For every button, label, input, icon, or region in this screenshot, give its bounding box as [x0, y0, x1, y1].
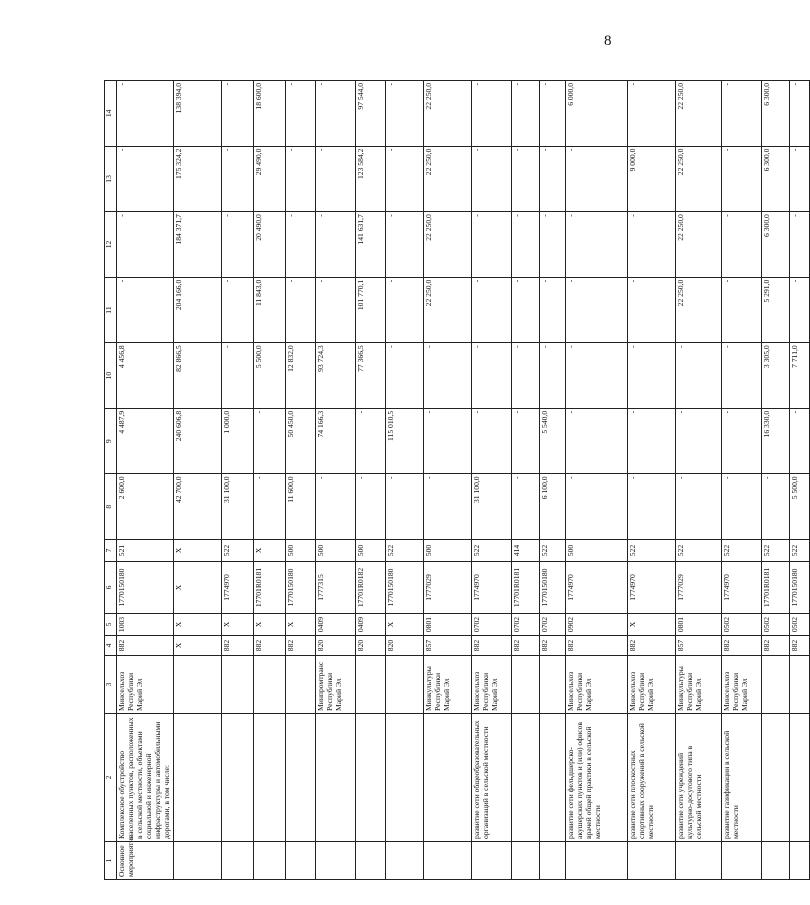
table-cell-c5: 0502 [789, 614, 809, 636]
table-cell-c10: - [385, 343, 423, 409]
table-cell-c6: X [173, 562, 221, 614]
table-cell-c14: 18 600,0 [253, 81, 285, 147]
table-cell-c10: 82 866,5 [173, 343, 221, 409]
table-cell-c11: - [385, 277, 423, 343]
table-cell-c4: 857 [675, 636, 721, 656]
table-cell-c12: - [315, 212, 355, 278]
table-row [511, 81, 539, 880]
table-cell-c6: 17701R0181 [253, 562, 285, 614]
table-cell-c12: - [789, 212, 809, 278]
table-cell-c10: - [675, 343, 721, 409]
table-cell-c13: 22 250,0 [675, 146, 721, 212]
table-cell-c6: 1770150180 [117, 562, 174, 614]
table-cell-c4: 882 [761, 636, 789, 656]
table-cell-c14: 6 300,0 [761, 81, 789, 147]
table-cell-c2 [385, 714, 423, 842]
table-cell-c11: - [221, 277, 253, 343]
table-cell-c11: - [471, 277, 511, 343]
table-cell-c7: X [253, 540, 285, 562]
table-cell-c14: - [315, 81, 355, 147]
table-cell-c6: 1777029 [675, 562, 721, 614]
table-cell-c4: 882 [253, 636, 285, 656]
table-cell-c13: - [565, 146, 627, 212]
table-cell-c2 [173, 714, 221, 842]
table-cell-c1 [253, 842, 285, 880]
table-cell-c1 [511, 842, 539, 880]
table-cell-c2 [355, 714, 385, 842]
table-cell-c6: 1774970 [721, 562, 761, 614]
table-cell-c5: X [285, 614, 315, 636]
table-cell-c7: 500 [565, 540, 627, 562]
table-cell-c10: 77 366,5 [355, 343, 385, 409]
table-cell-c4: 882 [721, 636, 761, 656]
table-cell-c1 [385, 842, 423, 880]
table-cell-c6: 1777029 [423, 562, 471, 614]
table-cell-c3 [511, 656, 539, 714]
header-cell: 9 [105, 408, 117, 474]
table-cell-c5: 0801 [675, 614, 721, 636]
table-cell-c9: - [253, 408, 285, 474]
table-cell-c2: развитие сети фельдшерско-акушерских пунктов и (или) офисов врачей общей практики в сельской местности [565, 714, 627, 842]
table-header-row [105, 81, 117, 880]
table-cell-c13: 175 324,2 [173, 146, 221, 212]
table-cell-c10: 93 724,3 [315, 343, 355, 409]
table-cell-c3 [789, 656, 809, 714]
table-cell-c3: Минсельхоз Республики Марий Эл [627, 656, 675, 714]
table-cell-c10: - [721, 343, 761, 409]
table-cell-c9: - [565, 408, 627, 474]
table-cell-c4: 882 [565, 636, 627, 656]
table-cell-c7: 522 [721, 540, 761, 562]
table-cell-c14: 97 544,0 [355, 81, 385, 147]
table-cell-c12: - [511, 212, 539, 278]
table-cell-c12: - [565, 212, 627, 278]
table-cell-c7: 500 [423, 540, 471, 562]
table-cell-c3: Минсельхоз Республики Марий Эл [117, 656, 174, 714]
table-cell-c4: 820 [355, 636, 385, 656]
table-cell-c7: 522 [675, 540, 721, 562]
table-cell-c13: 22 250,0 [423, 146, 471, 212]
table-cell-c8: 11 600,0 [285, 474, 315, 540]
table-cell-c12: - [471, 212, 511, 278]
table-cell-c12: 22 250,0 [423, 212, 471, 278]
table-cell-c4: 882 [789, 636, 809, 656]
header-cell: 14 [105, 81, 117, 147]
table-row [221, 81, 253, 880]
table-cell-c6: 17701R0182 [355, 562, 385, 614]
table-cell-c11: 11 843,0 [253, 277, 285, 343]
table-cell-c1 [675, 842, 721, 880]
table-cell-c11: 204 166,0 [173, 277, 221, 343]
table-cell-c12: - [221, 212, 253, 278]
table-cell-c11: - [285, 277, 315, 343]
table-cell-c7: 522 [539, 540, 565, 562]
table-cell-c3 [285, 656, 315, 714]
table-cell-c3: Минсельхоз Республики Марий Эл [471, 656, 511, 714]
table-cell-c12: - [627, 212, 675, 278]
header-cell: 7 [105, 540, 117, 562]
table-cell-c12: 184 371,7 [173, 212, 221, 278]
table-cell-c10: - [423, 343, 471, 409]
table-cell-c14: - [385, 81, 423, 147]
table-cell-c14: - [117, 81, 174, 147]
table-row [761, 81, 789, 880]
table-cell-c13: 29 490,0 [253, 146, 285, 212]
table-cell-c14: 138 394,0 [173, 81, 221, 147]
table-cell-c13: - [539, 146, 565, 212]
table-cell-c11: 22 250,0 [423, 277, 471, 343]
table-cell-c6: 17701R0181 [511, 562, 539, 614]
table-row [385, 81, 423, 880]
table-cell-c8: - [627, 474, 675, 540]
table-cell-c3: Минкультуры Республики Марий Эл [675, 656, 721, 714]
table-cell-c14: - [539, 81, 565, 147]
table-cell-c3 [173, 656, 221, 714]
table-cell-c3 [385, 656, 423, 714]
table-cell-c5: 1003 [117, 614, 174, 636]
table-cell-c9: 4 487,9 [117, 408, 174, 474]
header-cell: 6 [105, 562, 117, 614]
table-cell-c2: развитие сети общеобразовательных организаций в сельской местности [471, 714, 511, 842]
table-cell-c7: 414 [511, 540, 539, 562]
table-cell-c13: - [789, 146, 809, 212]
table-cell-c8: 31 100,0 [471, 474, 511, 540]
table-cell-c7: 522 [221, 540, 253, 562]
table-cell-c6: 1770150180 [789, 562, 809, 614]
table-cell-c3: Минсельхоз Республики Марий Эл [565, 656, 627, 714]
table-cell-c8: - [511, 474, 539, 540]
table-row [627, 81, 675, 880]
table-cell-c13: - [117, 146, 174, 212]
table-row [675, 81, 721, 880]
table-cell-c6: 1774970 [627, 562, 675, 614]
table-cell-c7: 500 [315, 540, 355, 562]
table-cell-c4: 882 [511, 636, 539, 656]
page-number: 8 [604, 33, 612, 49]
table-cell-c4: X [173, 636, 221, 656]
table-cell-c14: - [627, 81, 675, 147]
table-cell-c8: 6 100,0 [539, 474, 565, 540]
table-cell-c6: 17701R0181 [761, 562, 789, 614]
table-cell-c4: 882 [117, 636, 174, 656]
table-cell-c11: - [627, 277, 675, 343]
table-row [789, 81, 809, 880]
table-cell-c3 [761, 656, 789, 714]
table-cell-c3 [539, 656, 565, 714]
header-cell: 8 [105, 474, 117, 540]
table-cell-c5: 0502 [761, 614, 789, 636]
table-cell-c8: 31 100,0 [221, 474, 253, 540]
table-cell-c10: - [565, 343, 627, 409]
table-row [355, 81, 385, 880]
table-cell-c9: 115 010,5 [385, 408, 423, 474]
table-cell-c1 [761, 842, 789, 880]
table-cell-c1 [221, 842, 253, 880]
table-cell-c1: Основное мероприятие [117, 842, 174, 880]
table-cell-c5: 0702 [471, 614, 511, 636]
table-cell-c5: X [253, 614, 285, 636]
table-cell-c12: - [539, 212, 565, 278]
table-row [539, 81, 565, 880]
table-cell-c6: 1770150180 [285, 562, 315, 614]
table-cell-c10: - [221, 343, 253, 409]
table-cell-c3: Минкультуры Республики Марий Эл [423, 656, 471, 714]
table-cell-c11: - [789, 277, 809, 343]
table-cell-c4: 882 [627, 636, 675, 656]
table-cell-c9: - [627, 408, 675, 474]
table-cell-c5: 0902 [565, 614, 627, 636]
table-cell-c6: 1770150180 [385, 562, 423, 614]
table-cell-c4: 820 [385, 636, 423, 656]
table-cell-c8: - [761, 474, 789, 540]
table-cell-c13: - [511, 146, 539, 212]
table-cell-c1 [539, 842, 565, 880]
table-cell-c14: - [285, 81, 315, 147]
table-cell-c8: - [355, 474, 385, 540]
table-cell-c10: 7 711,0 [789, 343, 809, 409]
table-row [423, 81, 471, 880]
table-cell-c7: X [173, 540, 221, 562]
table-cell-c9: - [789, 408, 809, 474]
table-row [253, 81, 285, 880]
header-cell: 1 [105, 842, 117, 880]
table-cell-c9: 5 540,0 [539, 408, 565, 474]
table-cell-c12: 6 300,0 [761, 212, 789, 278]
header-cell: 13 [105, 146, 117, 212]
table-cell-c12: 22 250,0 [675, 212, 721, 278]
table-cell-c14: - [789, 81, 809, 147]
table-cell-c4: 882 [221, 636, 253, 656]
header-cell: 2 [105, 714, 117, 842]
table-cell-c9: - [675, 408, 721, 474]
table-cell-c5: X [221, 614, 253, 636]
table-cell-c2: развитие газификации в сельской местности [721, 714, 761, 842]
table-cell-c11: - [117, 277, 174, 343]
table-cell-c7: 522 [761, 540, 789, 562]
table-row [721, 81, 761, 880]
table-cell-c3 [221, 656, 253, 714]
table-cell-c13: - [385, 146, 423, 212]
table-cell-c13: - [221, 146, 253, 212]
table-cell-c14: - [721, 81, 761, 147]
table-cell-c13: - [721, 146, 761, 212]
table-cell-c2 [423, 714, 471, 842]
table-cell-c9: - [511, 408, 539, 474]
table-cell-c4: 857 [423, 636, 471, 656]
table-cell-c6: 1770150180 [539, 562, 565, 614]
table-cell-c5: 0409 [315, 614, 355, 636]
header-cell: 10 [105, 343, 117, 409]
header-cell: 12 [105, 212, 117, 278]
table-cell-c10: - [539, 343, 565, 409]
table-cell-c3 [253, 656, 285, 714]
table-cell-c6: 1774970 [565, 562, 627, 614]
table-cell-c5: X [627, 614, 675, 636]
table-cell-c10: 5 500,0 [253, 343, 285, 409]
table-cell-c1 [355, 842, 385, 880]
table-cell-c7: 500 [285, 540, 315, 562]
table-cell-c2 [285, 714, 315, 842]
table-cell-c11: 5 291,0 [761, 277, 789, 343]
table-cell-c8: - [385, 474, 423, 540]
table-cell-c12: 20 490,0 [253, 212, 285, 278]
table-cell-c13: 9 000,0 [627, 146, 675, 212]
header-cell: 3 [105, 656, 117, 714]
table-cell-c5: X [173, 614, 221, 636]
table-cell-c5: 0409 [355, 614, 385, 636]
header-cell: 5 [105, 614, 117, 636]
table-cell-c10: 12 832,0 [285, 343, 315, 409]
table-cell-c7: 522 [627, 540, 675, 562]
table-cell-c14: - [221, 81, 253, 147]
table-cell-c9: - [423, 408, 471, 474]
table-cell-c10: 4 456,8 [117, 343, 174, 409]
table-cell-c5: 0702 [539, 614, 565, 636]
table-cell-c14: 6 000,0 [565, 81, 627, 147]
table-cell-c2 [253, 714, 285, 842]
table-cell-c3: Минсельхоз Республики Марий Эл [721, 656, 761, 714]
table-cell-c1 [789, 842, 809, 880]
table-cell-c1 [565, 842, 627, 880]
table-cell-c9: 240 606,8 [173, 408, 221, 474]
table-cell-c9: - [721, 408, 761, 474]
table-cell-c8: - [423, 474, 471, 540]
table-cell-c5: 0702 [511, 614, 539, 636]
table-cell-c3: Минпромтранс Республики Марий Эл [315, 656, 355, 714]
table-cell-c2 [221, 714, 253, 842]
table-cell-c11: - [565, 277, 627, 343]
table-cell-c8: 2 600,0 [117, 474, 174, 540]
table-row [565, 81, 627, 880]
table-cell-c8: 5 500,0 [789, 474, 809, 540]
table-cell-c11: - [511, 277, 539, 343]
table-row [285, 81, 315, 880]
table-cell-c11: 22 250,0 [675, 277, 721, 343]
table-body [117, 81, 810, 880]
table-cell-c11: - [721, 277, 761, 343]
table-cell-c8: - [253, 474, 285, 540]
table-cell-c13: - [471, 146, 511, 212]
table-cell-c2 [789, 714, 809, 842]
table-cell-c12: - [385, 212, 423, 278]
table-cell-c3 [355, 656, 385, 714]
header-cell: 11 [105, 277, 117, 343]
table-cell-c8: - [565, 474, 627, 540]
table-cell-c12: 141 631,7 [355, 212, 385, 278]
table-cell-c2 [511, 714, 539, 842]
table-cell-c9: 16 330,0 [761, 408, 789, 474]
table-cell-c2: Комплексное обустройство населенных пунктов, расположенных в сельской местности, объектами социальной и инженерной инфраструктуры и автомобильными дорогами, в том числе: [117, 714, 174, 842]
table-row [471, 81, 511, 880]
table-cell-c4: 882 [539, 636, 565, 656]
table-cell-c4: 882 [471, 636, 511, 656]
table-cell-c2 [539, 714, 565, 842]
table-cell-c10: 3 305,0 [761, 343, 789, 409]
table-cell-c6: 1774970 [471, 562, 511, 614]
table-cell-c9: 1 000,0 [221, 408, 253, 474]
table-cell-c12: - [117, 212, 174, 278]
table-cell-c1 [173, 842, 221, 880]
table-cell-c8: 42 700,0 [173, 474, 221, 540]
table-cell-c9: 50 450,0 [285, 408, 315, 474]
table-cell-c1 [721, 842, 761, 880]
table-cell-c7: 522 [789, 540, 809, 562]
table-cell-c8: - [315, 474, 355, 540]
table-cell-c11: - [539, 277, 565, 343]
table-cell-c2 [315, 714, 355, 842]
table-cell-c2: развитие сети плоскостных спортивных сооружений в сельской местности [627, 714, 675, 842]
header-cell: 4 [105, 636, 117, 656]
table-cell-c7: 500 [355, 540, 385, 562]
table-cell-c1 [627, 842, 675, 880]
table-cell-c10: - [511, 343, 539, 409]
table-cell-c12: - [721, 212, 761, 278]
table-cell-c10: - [471, 343, 511, 409]
table-cell-c14: - [471, 81, 511, 147]
table-cell-c2: развитие сети учреждений культурно-досугового типа в сельской местности [675, 714, 721, 842]
table-cell-c1 [423, 842, 471, 880]
table-cell-c4: 882 [285, 636, 315, 656]
table-cell-c8: - [675, 474, 721, 540]
table-cell-c5: 0801 [423, 614, 471, 636]
table-cell-c7: 521 [117, 540, 174, 562]
table-cell-c7: 522 [471, 540, 511, 562]
table-cell-c8: - [721, 474, 761, 540]
table-cell-c13: - [315, 146, 355, 212]
table-cell-c14: 22 250,0 [423, 81, 471, 147]
table-cell-c5: X [385, 614, 423, 636]
table-cell-c6: 1777315 [315, 562, 355, 614]
table-cell-c9: 74 166,3 [315, 408, 355, 474]
table-row [117, 81, 174, 880]
table-cell-c11: - [315, 277, 355, 343]
table-cell-c14: - [511, 81, 539, 147]
table-cell-c7: 522 [385, 540, 423, 562]
table-cell-c6: 1774970 [221, 562, 253, 614]
table-cell-c9: - [471, 408, 511, 474]
table-cell-c2 [761, 714, 789, 842]
table-cell-c9: - [355, 408, 385, 474]
table-cell-c5: 0502 [721, 614, 761, 636]
table-cell-c12: - [285, 212, 315, 278]
table-row [315, 81, 355, 880]
table-cell-c1 [285, 842, 315, 880]
budget-table [104, 80, 810, 880]
table-cell-c1 [315, 842, 355, 880]
table-cell-c1 [471, 842, 511, 880]
table-cell-c13: - [285, 146, 315, 212]
rotated-page [104, 80, 799, 880]
table-row [173, 81, 221, 880]
table-cell-c10: - [627, 343, 675, 409]
table-cell-c4: 820 [315, 636, 355, 656]
table-cell-c13: 123 584,2 [355, 146, 385, 212]
table-cell-c14: 22 250,0 [675, 81, 721, 147]
table-cell-c11: 101 770,1 [355, 277, 385, 343]
table-cell-c13: 6 300,0 [761, 146, 789, 212]
